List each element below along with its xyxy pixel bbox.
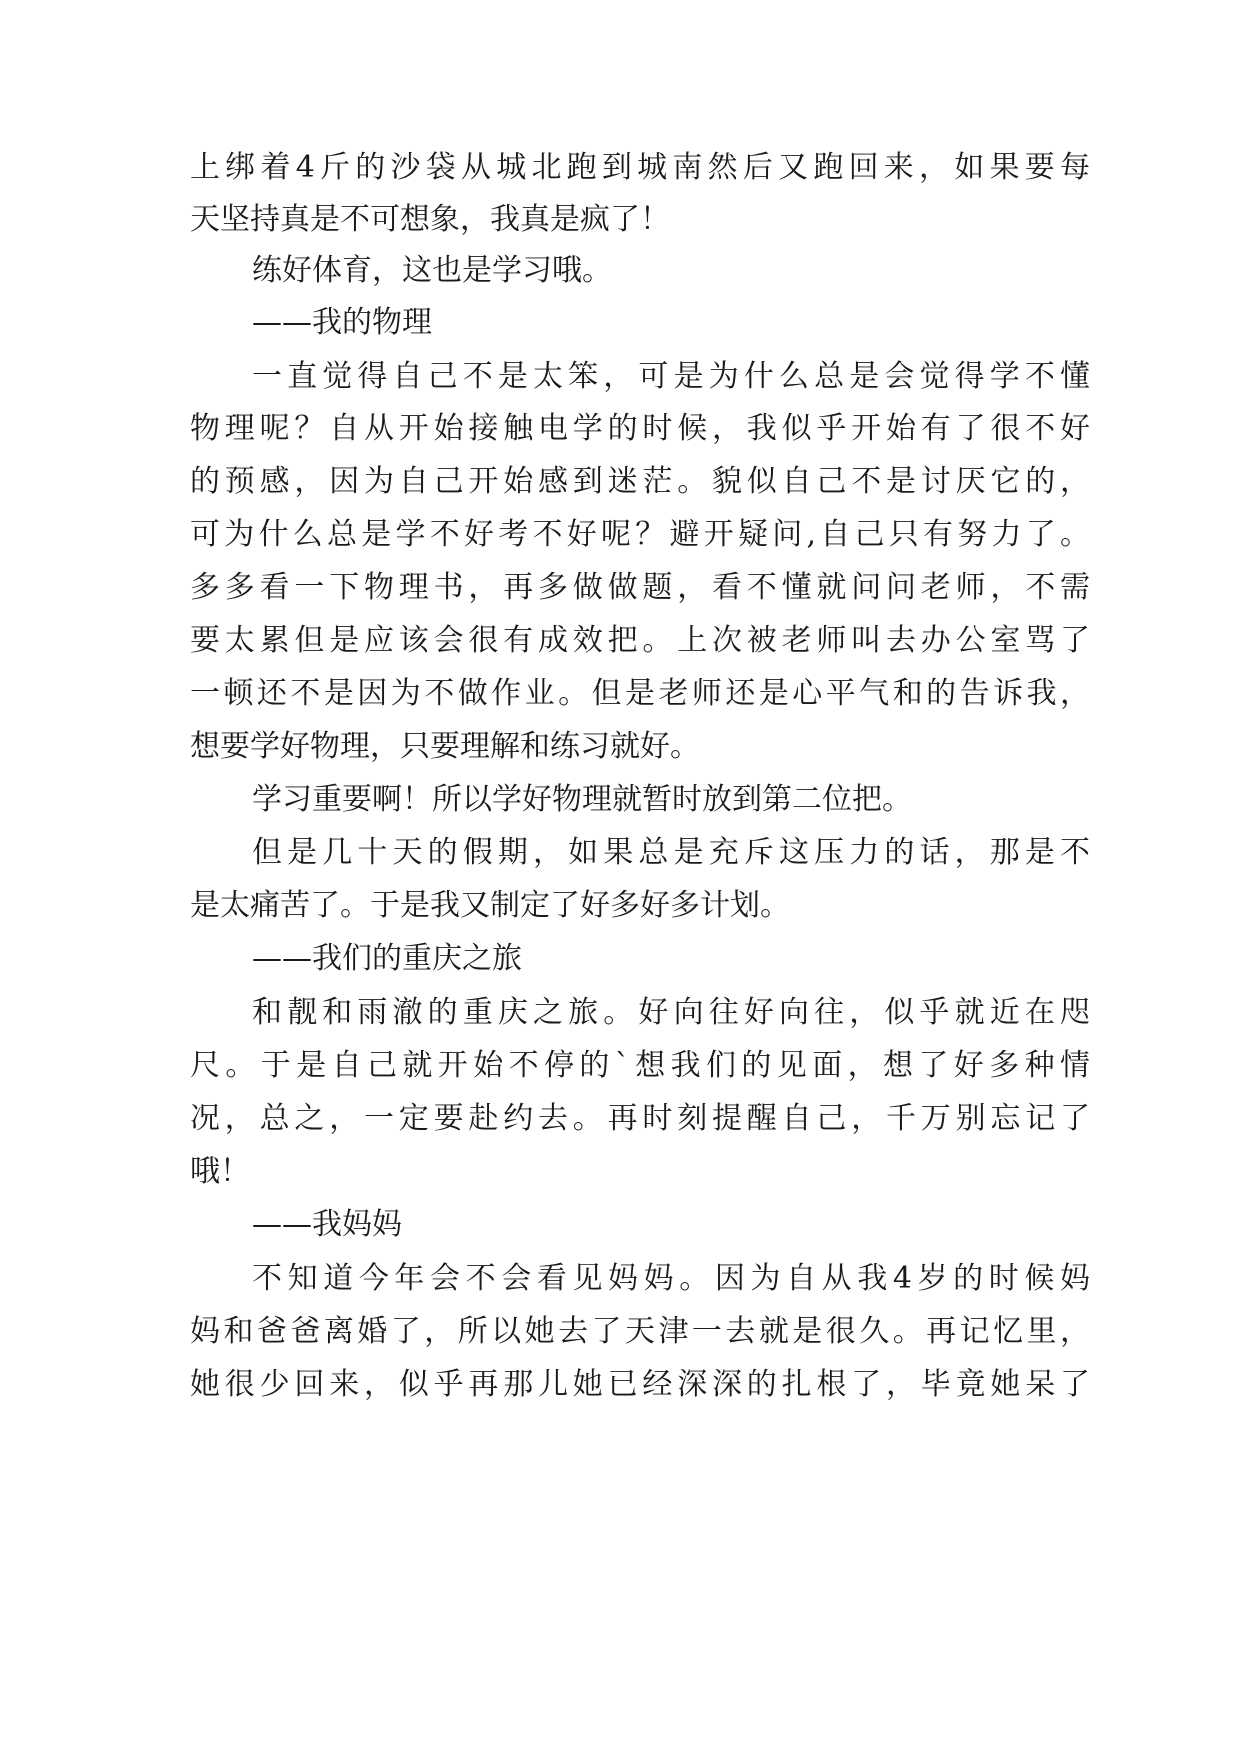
- text-line: 天坚持真是不可想象，我真是疯了！: [190, 202, 670, 237]
- text-line: 尺。于是自己就开始不停的`想我们的见面，想了好多种情: [190, 1048, 1090, 1083]
- text-line: 上绑着4斤的沙袋从城北跑到城南然后又跑回来，如果要每: [190, 150, 1090, 185]
- text-line: 一直觉得自己不是太笨，可是为什么总是会觉得学不懂: [252, 359, 1090, 394]
- text-line: 一顿还不是因为不做作业。但是老师还是心平气和的告诉我，: [190, 676, 1090, 711]
- text-line: 可为什么总是学不好考不好呢？避开疑问,自己只有努力了。: [190, 517, 1090, 552]
- text-line: 妈和爸爸离婚了，所以她去了天津一去就是很久。再记忆里，: [190, 1314, 1090, 1349]
- text-line: 她很少回来，似乎再那儿她已经深深的扎根了，毕竟她呆了: [190, 1367, 1090, 1402]
- text-line: 但是几十天的假期，如果总是充斥这压力的话，那是不: [252, 835, 1090, 870]
- text-line: 况，总之，一定要赴约去。再时刻提醒自己，千万别忘记了: [190, 1101, 1090, 1136]
- text-line: 多多看一下物理书，再多做做题，看不懂就问问老师，不需: [190, 570, 1090, 605]
- text-line: 物理呢？自从开始接触电学的时候，我似乎开始有了很不好: [190, 411, 1090, 446]
- section-heading: ——我妈妈: [252, 1207, 402, 1242]
- text-line: 哦！: [190, 1154, 250, 1189]
- section-heading: ——我们的重庆之旅: [252, 941, 522, 976]
- section-heading: ——我的物理: [252, 305, 432, 340]
- text-line: 想要学好物理，只要理解和练习就好。: [190, 729, 700, 764]
- text-line: 是太痛苦了。于是我又制定了好多好多计划。: [190, 888, 790, 923]
- text-line: 不知道今年会不会看见妈妈。因为自从我4岁的时候妈: [252, 1261, 1090, 1296]
- text-line: 学习重要啊！所以学好物理就暂时放到第二位把。: [252, 782, 912, 817]
- text-line: 的预感，因为自己开始感到迷茫。貌似自己不是讨厌它的，: [190, 464, 1090, 499]
- text-line: 练好体育，这也是学习哦。: [252, 253, 612, 288]
- text-line: 要太累但是应该会很有成效把。上次被老师叫去办公室骂了: [190, 623, 1090, 658]
- text-line: 和靓和雨澈的重庆之旅。好向往好向往，似乎就近在咫: [252, 995, 1090, 1030]
